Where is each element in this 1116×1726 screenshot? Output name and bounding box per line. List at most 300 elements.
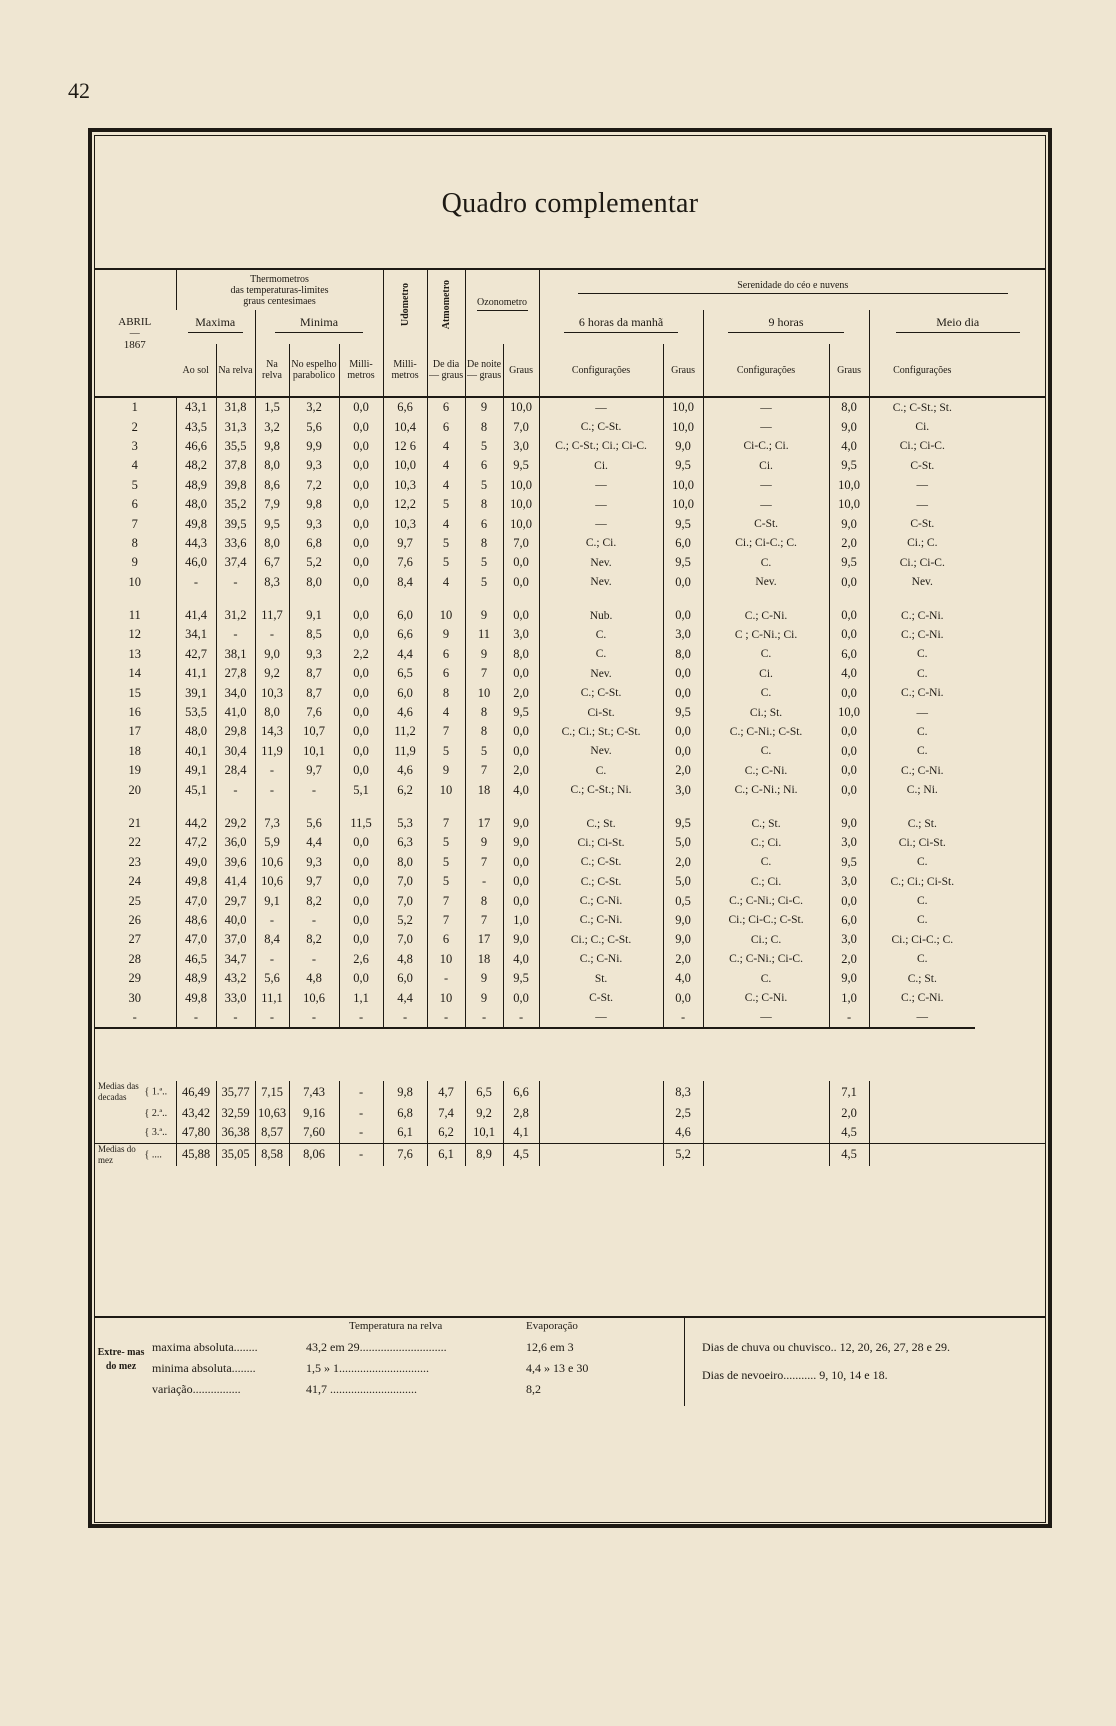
- cell-max-na-relva: -: [216, 625, 255, 644]
- cell-min-na-relva: 11,9: [255, 742, 289, 761]
- month-header: ABRIL — 1867: [94, 269, 176, 397]
- cell-max-na-relva: 29,7: [216, 891, 255, 910]
- average-cell: 46,49: [176, 1081, 216, 1103]
- cell-atmometer: 7,0: [383, 930, 427, 949]
- cell-config-9h: Ci.: [703, 664, 829, 683]
- cell-ozone-day: 10: [427, 780, 465, 799]
- cell-atmometer: 8,4: [383, 573, 427, 592]
- cell-udometer: 0,0: [339, 437, 383, 456]
- cell-graus-noon: 8,0: [829, 397, 869, 417]
- cell-min-na-relva: 6,7: [255, 553, 289, 572]
- cell-config-9h: C.; Ci.: [703, 872, 829, 891]
- spacer-cell: [539, 800, 663, 814]
- cell-min-na-relva: 9,1: [255, 891, 289, 910]
- cell-config-noon: C.; C-Ni.: [869, 606, 975, 625]
- average-cell: 8,57: [255, 1123, 289, 1143]
- cell-graus-noon: 2,0: [829, 950, 869, 969]
- cell-ozone-day: 4: [427, 573, 465, 592]
- cell-ozone-night: 8: [465, 417, 503, 436]
- cell-udometer: 0,0: [339, 606, 383, 625]
- cell-max-na-relva: 31,3: [216, 417, 255, 436]
- cell-config-9h: C-St.: [703, 514, 829, 533]
- cell-graus-9h: 0,5: [663, 891, 703, 910]
- cell-config-6h: C.; Ci.: [539, 534, 663, 553]
- cell-graus-9h: 0,0: [663, 683, 703, 702]
- cell-ozone-day: 10: [427, 950, 465, 969]
- cell-max-ao-sol: 47,0: [176, 891, 216, 910]
- cell-graus-6h: 9,0: [503, 930, 539, 949]
- cell-config-noon: C.: [869, 645, 975, 664]
- cell-day: 26: [128, 912, 141, 927]
- cell-atmometer: 10,3: [383, 476, 427, 495]
- cell-config-6h: —: [539, 1008, 663, 1028]
- average-cell: 43,42: [176, 1103, 216, 1123]
- cell-max-na-relva: 37,8: [216, 456, 255, 475]
- table-row: [94, 476, 1046, 495]
- cell-ozone-day: 5: [427, 534, 465, 553]
- cell-udometer: 2,2: [339, 645, 383, 664]
- average-cell: 7,60: [289, 1123, 339, 1143]
- cell-max-ao-sol: 34,1: [176, 625, 216, 644]
- cell-atmometer: 8,0: [383, 853, 427, 872]
- h9-header: [703, 310, 869, 344]
- serenity-header: [539, 269, 1046, 310]
- cell-max-ao-sol: 48,9: [176, 476, 216, 495]
- decade-average-row: [94, 1081, 1046, 1103]
- cell-graus-9h: 2,0: [663, 950, 703, 969]
- thermo-title-2: das temperaturas-limites: [230, 284, 329, 296]
- cell-max-na-relva: 36,0: [216, 833, 255, 852]
- cell-max-ao-sol: 46,6: [176, 437, 216, 456]
- table-row: [94, 911, 1046, 930]
- average-cell: [539, 1081, 663, 1103]
- cell-graus-9h: 9,5: [663, 553, 703, 572]
- average-cell: 2,5: [663, 1103, 703, 1123]
- cell-graus-6h: 2,0: [503, 761, 539, 780]
- h6-header: [539, 310, 703, 344]
- cell-min-na-relva: 9,5: [255, 514, 289, 533]
- cell-ozone-night: 9: [465, 969, 503, 988]
- cell-config-6h: C.; C-St.: [539, 872, 663, 891]
- cell-graus-noon: 4,0: [829, 437, 869, 456]
- col-atmometer-mm: Milli- metros: [383, 344, 427, 397]
- month-averages-label: Medias do mez: [98, 1143, 136, 1165]
- cell-max-ao-sol: 49,0: [176, 853, 216, 872]
- cell-graus-6h: 0,0: [503, 891, 539, 910]
- cell-max-ao-sol: 48,0: [176, 495, 216, 514]
- average-cell: 4,1: [503, 1123, 539, 1143]
- cell-min-espelho: -: [289, 780, 339, 799]
- cell-atmometer: -: [383, 1008, 427, 1028]
- cell-config-6h: C-St.: [539, 988, 663, 1007]
- cell-max-ao-sol: 46,5: [176, 950, 216, 969]
- table-row: [94, 495, 1046, 514]
- cell-graus-9h: 0,0: [663, 606, 703, 625]
- cell-config-noon: —: [869, 1008, 975, 1028]
- cell-graus-9h: 6,0: [663, 534, 703, 553]
- table-row: [94, 514, 1046, 533]
- average-cell: 47,80: [176, 1123, 216, 1143]
- cell-min-espelho: 9,1: [289, 606, 339, 625]
- cell-udometer: 0,0: [339, 742, 383, 761]
- extreme-var-evap: 8,2: [526, 1382, 541, 1396]
- cell-udometer: 0,0: [339, 476, 383, 495]
- cell-graus-6h: 4,0: [503, 950, 539, 969]
- h9-label: 9 horas: [768, 315, 804, 329]
- average-label: Medias do mez { ....: [98, 1143, 162, 1165]
- cell-ozone-night: 11: [465, 625, 503, 644]
- cell-graus-noon: 3,0: [829, 833, 869, 852]
- decade-average-row: [94, 1123, 1046, 1143]
- cell-max-na-relva: 37,4: [216, 553, 255, 572]
- cell-day: 1: [131, 400, 138, 415]
- cell-graus-6h: 10,0: [503, 476, 539, 495]
- table-row: [94, 833, 1046, 852]
- cell-config-6h: —: [539, 476, 663, 495]
- col-config-6h: Configurações: [539, 344, 663, 397]
- cell-min-na-relva: 8,0: [255, 456, 289, 475]
- cell-config-noon: C.; C-Ni.: [869, 625, 975, 644]
- cell-atmometer: 11,2: [383, 722, 427, 741]
- spacer-cell: [289, 592, 339, 606]
- cell-day: 17: [128, 724, 141, 739]
- cell-min-na-relva: 9,2: [255, 664, 289, 683]
- cell-graus-9h: 0,0: [663, 988, 703, 1007]
- cell-config-9h: —: [703, 397, 829, 417]
- cell-config-9h: C.: [703, 969, 829, 988]
- cell-config-noon: C.: [869, 891, 975, 910]
- cell-ozone-day: 5: [427, 495, 465, 514]
- cell-max-ao-sol: 41,4: [176, 606, 216, 625]
- cell-max-na-relva: 33,6: [216, 534, 255, 553]
- extreme-max-temp: 43,2 em 29.............................: [306, 1340, 447, 1354]
- cell-day: 20: [128, 782, 141, 797]
- cell-graus-9h: 0,0: [663, 742, 703, 761]
- cell-udometer: 0,0: [339, 573, 383, 592]
- cell-graus-9h: 10,0: [663, 495, 703, 514]
- cell-min-na-relva: 7,9: [255, 495, 289, 514]
- cell-day: 14: [128, 666, 141, 681]
- page-number: 42: [68, 78, 90, 103]
- decade-spacer: [94, 800, 1046, 814]
- cell-graus-noon: 2,0: [829, 534, 869, 553]
- cell-ozone-night: 9: [465, 397, 503, 417]
- cell-ozone-night: 9: [465, 833, 503, 852]
- decade-ordinal: 1.ª..: [151, 1086, 168, 1098]
- cell-graus-noon: 0,0: [829, 606, 869, 625]
- cell-max-ao-sol: 40,1: [176, 742, 216, 761]
- cell-graus-noon: 0,0: [829, 742, 869, 761]
- average-cell: 7,4: [427, 1103, 465, 1123]
- extreme-var-label: variação................: [152, 1382, 241, 1396]
- average-cell: 7,43: [289, 1081, 339, 1103]
- table-row: [94, 683, 1046, 702]
- cell-config-6h: Nev.: [539, 742, 663, 761]
- cell-ozone-night: 7: [465, 853, 503, 872]
- cell-graus-noon: 9,0: [829, 514, 869, 533]
- table-row: [94, 417, 1046, 436]
- cell-graus-6h: 0,0: [503, 664, 539, 683]
- atmometer-label: Atmometro: [440, 280, 452, 330]
- cell-max-na-relva: 27,8: [216, 664, 255, 683]
- cell-graus-6h: 1,0: [503, 911, 539, 930]
- cell-graus-noon: 0,0: [829, 573, 869, 592]
- cell-min-espelho: 8,7: [289, 664, 339, 683]
- cell-graus-9h: 3,0: [663, 625, 703, 644]
- cell-udometer: 0,0: [339, 853, 383, 872]
- cell-ozone-day: 4: [427, 437, 465, 456]
- cell-day: 2: [131, 419, 138, 434]
- cell-min-espelho: 8,2: [289, 891, 339, 910]
- cell-config-9h: Ci.: [703, 456, 829, 475]
- average-cell: 6,5: [465, 1081, 503, 1103]
- cell-graus-9h: -: [663, 1008, 703, 1028]
- cell-day: 29: [128, 971, 141, 986]
- col-ozone-day: De dia — graus: [427, 344, 465, 397]
- thermo-title-3: graus centesimaes: [243, 295, 316, 307]
- cell-ozone-night: 10: [465, 683, 503, 702]
- cell-max-ao-sol: 43,5: [176, 417, 216, 436]
- averages-rows: [94, 1028, 1046, 1166]
- noon-label: Meio dia: [936, 315, 980, 329]
- cell-udometer: 0,0: [339, 969, 383, 988]
- cell-day: 15: [128, 685, 141, 700]
- cell-graus-6h: 4,0: [503, 780, 539, 799]
- cell-graus-9h: 9,5: [663, 814, 703, 833]
- cell-min-espelho: -: [289, 950, 339, 969]
- average-cell: 35,05: [216, 1143, 255, 1166]
- average-cell: 4,5: [829, 1143, 869, 1166]
- cell-config-9h: C.; Ci.: [703, 833, 829, 852]
- cell-min-na-relva: -: [255, 625, 289, 644]
- cell-config-6h: Ci-St.: [539, 703, 663, 722]
- table-row: [94, 703, 1046, 722]
- cell-graus-6h: 0,0: [503, 606, 539, 625]
- cell-day: 5: [131, 477, 138, 492]
- cell-max-na-relva: 37,0: [216, 930, 255, 949]
- col-udometer-mm: Milli- metros: [339, 344, 383, 397]
- cell-day: 7: [131, 516, 138, 531]
- cell-ozone-night: 7: [465, 761, 503, 780]
- cell-min-na-relva: -: [255, 1008, 289, 1028]
- cell-ozone-night: 9: [465, 606, 503, 625]
- cell-graus-9h: 9,0: [663, 930, 703, 949]
- cell-max-ao-sol: 49,1: [176, 761, 216, 780]
- cell-config-9h: Ci.; Ci-C.; C.: [703, 534, 829, 553]
- cell-config-noon: C.; Ci.; Ci-St.: [869, 872, 975, 891]
- cell-config-noon: C.: [869, 950, 975, 969]
- cell-atmometer: 11,9: [383, 742, 427, 761]
- cell-atmometer: 9,7: [383, 534, 427, 553]
- cell-max-na-relva: 29,2: [216, 814, 255, 833]
- cell-config-9h: C.: [703, 683, 829, 702]
- cell-config-noon: Ci.: [869, 417, 975, 436]
- cell-config-noon: C.; Ni.: [869, 780, 975, 799]
- cell-day: 3: [131, 438, 138, 453]
- col-na-relva-min: Na relva: [255, 344, 289, 397]
- cell-atmometer: 10,3: [383, 514, 427, 533]
- cell-max-na-relva: 31,2: [216, 606, 255, 625]
- cell-day: 22: [128, 835, 141, 850]
- cell-udometer: 0,0: [339, 683, 383, 702]
- cell-graus-6h: 9,5: [503, 703, 539, 722]
- cell-day: 16: [128, 705, 141, 720]
- year-label: 1867: [123, 338, 146, 351]
- cell-graus-6h: 0,0: [503, 872, 539, 891]
- spacer-cell: [289, 800, 339, 814]
- spacer-cell: [703, 592, 829, 606]
- cell-config-6h: —: [539, 495, 663, 514]
- cell-min-na-relva: 5,6: [255, 969, 289, 988]
- cell-max-ao-sol: 42,7: [176, 645, 216, 664]
- extreme-max-label: maxima absoluta........: [152, 1340, 258, 1354]
- cell-config-noon: C.; St.: [869, 814, 975, 833]
- cell-config-6h: Nub.: [539, 606, 663, 625]
- average-cell: [869, 1103, 975, 1123]
- col-config-noon: Configurações: [869, 344, 975, 397]
- cell-graus-noon: 10,0: [829, 476, 869, 495]
- cell-ozone-day: 10: [427, 988, 465, 1007]
- cell-ozone-day: 4: [427, 703, 465, 722]
- cell-graus-6h: 0,0: [503, 722, 539, 741]
- cell-min-na-relva: 1,5: [255, 397, 289, 417]
- cell-min-espelho: -: [289, 1008, 339, 1028]
- cell-graus-6h: 3,0: [503, 437, 539, 456]
- decade-ordinal: 2.ª..: [151, 1107, 168, 1119]
- cell-min-na-relva: 9,0: [255, 645, 289, 664]
- average-cell: 8,3: [663, 1081, 703, 1103]
- cell-graus-9h: 9,0: [663, 911, 703, 930]
- cell-graus-9h: 10,0: [663, 417, 703, 436]
- cell-config-9h: C.; C-Ni.; C-St.: [703, 722, 829, 741]
- spacer-cell: [94, 592, 176, 606]
- col-ao-sol: Ao sol: [176, 344, 216, 397]
- cell-config-noon: Ci.; Ci-C.; C.: [869, 930, 975, 949]
- cell-min-espelho: 8,7: [289, 683, 339, 702]
- cell-udometer: 0,0: [339, 456, 383, 475]
- cell-atmometer: 4,6: [383, 703, 427, 722]
- cell-config-9h: C.; C-Ni.: [703, 606, 829, 625]
- cell-graus-6h: 9,0: [503, 833, 539, 852]
- udometer-label: Udometro: [399, 283, 411, 327]
- ozonometer-header: [465, 269, 539, 344]
- cell-graus-noon: 9,0: [829, 814, 869, 833]
- cell-ozone-day: 5: [427, 833, 465, 852]
- cell-config-6h: Nev.: [539, 553, 663, 572]
- cell-graus-9h: 3,0: [663, 780, 703, 799]
- cell-ozone-day: 6: [427, 664, 465, 683]
- cell-ozone-day: 5: [427, 872, 465, 891]
- spacer-cell: [465, 592, 503, 606]
- cell-atmometer: 10,4: [383, 417, 427, 436]
- cell-config-noon: C.: [869, 853, 975, 872]
- cell-udometer: 0,0: [339, 397, 383, 417]
- cell-graus-noon: 0,0: [829, 722, 869, 741]
- cell-max-ao-sol: 47,2: [176, 833, 216, 852]
- cell-ozone-night: 17: [465, 930, 503, 949]
- cell-max-ao-sol: 48,6: [176, 911, 216, 930]
- average-cell: 35,77: [216, 1081, 255, 1103]
- cell-config-noon: C.; C-St.; St.: [869, 397, 975, 417]
- minima-label: Minima: [300, 315, 339, 329]
- cell-udometer: 0,0: [339, 534, 383, 553]
- cell-config-9h: —: [703, 1008, 829, 1028]
- cell-min-espelho: 4,8: [289, 969, 339, 988]
- cell-ozone-night: -: [465, 872, 503, 891]
- cell-config-9h: —: [703, 495, 829, 514]
- cell-max-na-relva: 34,7: [216, 950, 255, 969]
- table-row: [94, 645, 1046, 664]
- cell-max-ao-sol: 49,8: [176, 872, 216, 891]
- cell-ozone-day: 4: [427, 456, 465, 475]
- spacer-cell: [663, 592, 703, 606]
- cell-config-9h: Ci.; C.: [703, 930, 829, 949]
- cell-config-6h: C.: [539, 625, 663, 644]
- cell-graus-noon: 9,5: [829, 853, 869, 872]
- spacer-cell: [216, 592, 255, 606]
- cell-udometer: 0,0: [339, 417, 383, 436]
- average-cell: 4,6: [663, 1123, 703, 1143]
- average-cell: 10,63: [255, 1103, 289, 1123]
- cell-config-noon: C.: [869, 722, 975, 741]
- cell-max-na-relva: -: [216, 780, 255, 799]
- cell-ozone-night: 8: [465, 722, 503, 741]
- cell-max-na-relva: 40,0: [216, 911, 255, 930]
- col-na-relva-max: Na relva: [216, 344, 255, 397]
- cell-ozone-day: 9: [427, 625, 465, 644]
- cell-graus-noon: 9,5: [829, 456, 869, 475]
- average-cell: 6,6: [503, 1081, 539, 1103]
- cell-config-noon: —: [869, 703, 975, 722]
- cell-graus-6h: 7,0: [503, 534, 539, 553]
- cell-max-ao-sol: 46,0: [176, 553, 216, 572]
- cell-graus-noon: 0,0: [829, 780, 869, 799]
- average-cell: 6,1: [427, 1143, 465, 1166]
- cell-min-espelho: 9,3: [289, 456, 339, 475]
- cell-udometer: 0,0: [339, 722, 383, 741]
- table-row: [94, 553, 1046, 572]
- cell-day: 23: [128, 854, 141, 869]
- cell-graus-noon: 0,0: [829, 891, 869, 910]
- daily-rows: [94, 397, 1046, 1028]
- minima-header: [255, 310, 383, 344]
- decade-averages-label: Medias das decadas: [98, 1081, 139, 1103]
- cell-max-na-relva: 29,8: [216, 722, 255, 741]
- cell-min-espelho: 9,3: [289, 514, 339, 533]
- cell-config-9h: C.: [703, 645, 829, 664]
- col-espelho: No espelho parabolico: [289, 344, 339, 397]
- cell-max-na-relva: 30,4: [216, 742, 255, 761]
- cell-graus-9h: 4,0: [663, 969, 703, 988]
- cell-config-6h: C.; C-Ni.: [539, 911, 663, 930]
- cell-config-6h: C.: [539, 761, 663, 780]
- cell-min-na-relva: 9,8: [255, 437, 289, 456]
- cell-max-na-relva: 34,0: [216, 683, 255, 702]
- cell-max-na-relva: 33,0: [216, 988, 255, 1007]
- cell-graus-6h: 10,0: [503, 514, 539, 533]
- table-row: [94, 437, 1046, 456]
- extreme-min-label: minima absoluta........: [152, 1361, 256, 1375]
- spacer-cell: [829, 592, 869, 606]
- table-row: [94, 780, 1046, 799]
- average-cell: 7,1: [829, 1081, 869, 1103]
- table-row: [94, 625, 1046, 644]
- cell-config-noon: C.; St.: [869, 969, 975, 988]
- col-graus-noon: Graus: [829, 344, 869, 397]
- cell-ozone-day: 7: [427, 722, 465, 741]
- cell-atmometer: 5,3: [383, 814, 427, 833]
- cell-min-na-relva: 10,6: [255, 853, 289, 872]
